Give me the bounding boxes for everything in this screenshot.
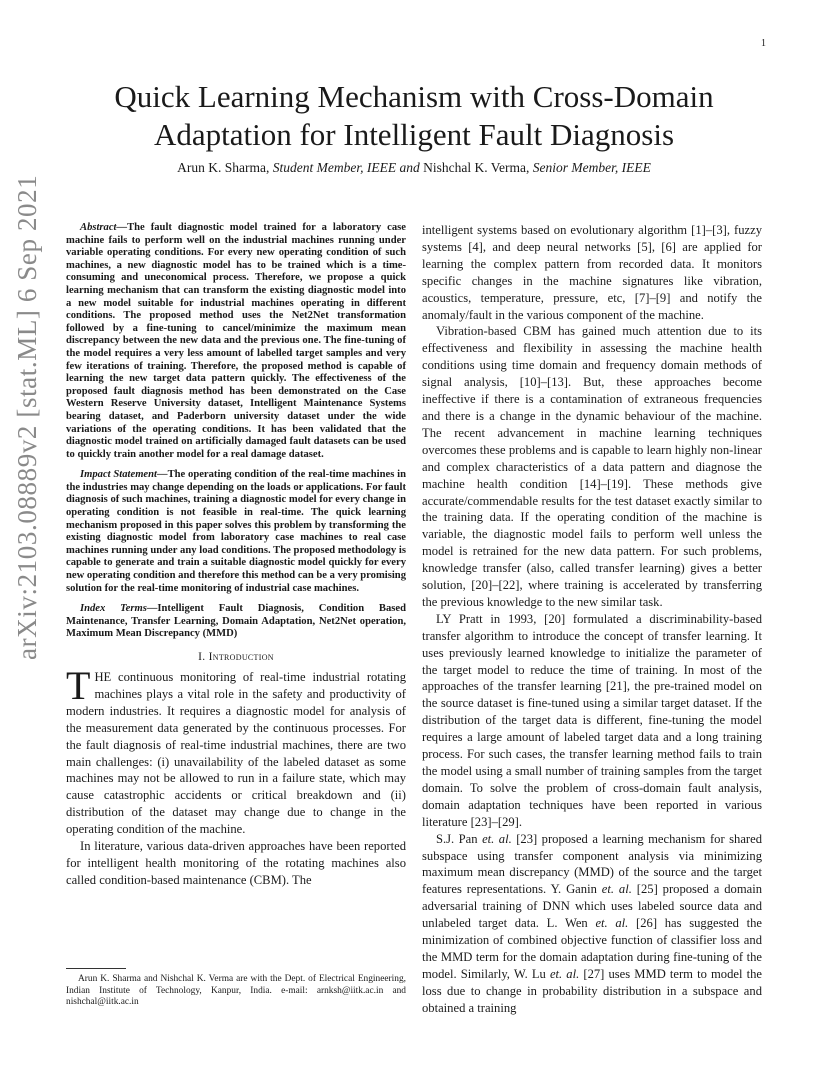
impact-statement (66, 469, 406, 595)
index-terms-label: Index Terms— (80, 603, 158, 615)
right-paragraph-2: Vibration-based CBM has gained much attention due to its effectiveness and flexibility in assessing the machine health conditions using time domain and frequency domain methods of signal analysis, [10]–[13]. But, these approaches become ineffective if there is a contamination of extraneous frequencies and there is a change in the dynamic behaviour of the machine. The recent advancement in machine learning techniques overcomes these problems and is capable to learn highly non-linear and complex characteristics of a data pattern and diagnose the machine health condition [14]–[19]. These methods give accurate/commendable results for the test dataset exactly similar to the training data. If the operating condition of the machine is variable, the diagnostic model fails to perform well unless the model is retrained for the new data pattern. For such problems, knowledge transfer (also, called transfer learning) gives a better solution, [20]–[22], where training is accelerated by transferring the previous knowledge to the new similar task. (422, 324, 762, 609)
abstract-text: The fault diagnostic model trained for a laboratory case machine fails to perform well on the industrial machines running under variable operating conditions. For every new operating condition of such machines, a new diagnostic model has to be trained which is a time-consuming and uneconomical process. Therefore, we propose a quick learning mechanism that can transform the existing diagnostic model into a new model suitable for industrial machines operating in different conditions. The proposed method uses the Net2Net transformation followed by a fine-tuning to cancel/minimize the maximum mean discrepancy between the new data and the previous one. The fine-tuning of the model requires a very less amount of labelled target samples and very few iterations of training. Therefore, the proposed method is capable of learning the new target data pattern quickly. The effectiveness of the proposed fault diagnosis method has been demonstrated on the Case Western Reserve University dataset, Intelligent Maintenance Systems bearing dataset, and Paderborn university dataset under the wide variations of the operating conditions. It has been validated that the diagnostic model trained on artificially damaged fault datasets can be used to quickly train another model for a real damage dataset. (66, 222, 406, 460)
abstract-label: Abstract— (80, 222, 128, 233)
section-title: Introduction (208, 651, 274, 663)
right-column (422, 222, 762, 1017)
intro-p1-text: HE continuous monitoring of real-time industrial rotating machines plays a vital role in the safety and productivity of modern industries. It requires a diagnostic model for analysis of the measurement data generated by the continuous processes. For the fault diagnosis of real-time industrial machines, there are two main challenges: (i) unavailability of the labeled dataset as some machines may not be allowed to run in a failure state, which may cause catastrophic accidents or critical breakdown and (ii) distribution of the dataset may change due to change in the operating condition of the machine. (66, 670, 406, 837)
author-2-role: Senior Member, IEEE (532, 160, 651, 175)
title-line-2: Adaptation for Intelligent Fault Diagnosis (153, 117, 675, 152)
arxiv-stamp: arXiv:2103.08889v2 [stat.ML] 6 Sep 2021 (12, 174, 42, 660)
right-paragraph-4 (422, 831, 762, 1017)
author-line (60, 160, 768, 176)
p4-part-b: [23] proposed a learning mechanism for shared subspace using transfer component analysis via minimizing maximum mean discrepancy (MMD) of the source and the target features representations. Y. Ganin (422, 831, 762, 897)
index-terms (66, 603, 406, 641)
footnote-rule (66, 968, 126, 969)
right-paragraph-1: intelligent systems based on evolutionary algorithm [1]–[3], fuzzy systems [4], and deep neural networks [5], [6] are applied for learning the complex pattern from recorded data. It monitors specific changes in the machine signatures like vibration, acoustics, temperature, pressure, etc, [7]–[9] and notify the anomaly/fault in the various component of the machine. (422, 223, 762, 322)
author-footnote: Arun K. Sharma and Nishchal K. Verma are with the Dept. of Electrical Engineering, Indian Institute of Technology, Kanpur, India. e-mail: arnksh@iitk.ac.in and nishchal@iitk.ac.in (66, 974, 406, 1008)
page-number: 1 (761, 38, 766, 49)
p4-part-c: [25] proposed a domain adversarial training of DNN which uses labeled source data and unlabeled target data. L. Wen (422, 882, 762, 931)
section-heading-introduction (66, 651, 406, 663)
p4-etal-3: et. al. (595, 916, 629, 931)
impact-text: The operating condition of the real-time machines in the industries may change depending on the loads or applications. For fault diagnosis of such machines, training a diagnostic model for every change in operating condition is not feasible in real-time. The quick learning mechanism proposed in this paper solves this problem by transforming the existing diagnostic model from laboratory case machines to real case machines running under any load conditions. The proposed methodology is capable to generate and train a suitable diagnostic model quickly for every new operating condition and therefore this method can be a very promising solution for the real-time monitoring of industrial case machines. (66, 469, 406, 594)
p4-etal-2: et. al. (601, 882, 632, 897)
p4-etal-1: et. al. (482, 831, 512, 846)
index-terms-text: Intelligent Fault Diagnosis, Condition Based Maintenance, Transfer Learning, Domain Adaptation, Net2Net operation, Maximum Mean Discrepancy (MMD) (66, 603, 406, 640)
p4-part-a: S.J. Pan (436, 831, 478, 846)
title-line-1: Quick Learning Mechanism with Cross-Domain (114, 79, 714, 114)
left-column (66, 222, 406, 889)
impact-label: Impact Statement— (80, 469, 168, 481)
abstract (66, 222, 406, 461)
drop-cap: T (66, 663, 91, 708)
author-1-role: Student Member, IEEE and (272, 160, 420, 175)
author-2: Nishchal K. Verma, (423, 160, 530, 175)
intro-paragraph-2: In literature, various data-driven approaches have been reported for intelligent health monitoring of the rotating machines also called condition-based maintenance (CBM). The (66, 839, 406, 887)
right-paragraph-3: LY Pratt in 1993, [20] formulated a discriminability-based transfer algorithm to introduce the concept of transfer learning. It uses previously learned knowledge to initialize the parameter of the target model to reduce the time of training. In most of the approaches of the transfer learning [21], the pre-trained model on the source dataset is fine-tuned using a similar target dataset. If the distribution of the target data is different, fine-tuning the model requires a large amount of labeled target data and a long training process. For such cases, the transfer learning method fails to train the model using a small number of training samples from the target domain. To solve the problem of cross-domain fault analysis, domain adaptation techniques have been reported in various literature [23]–[29]. (422, 611, 762, 829)
author-1: Arun K. Sharma, (177, 160, 270, 175)
intro-paragraph-1 (66, 663, 406, 838)
p4-part-e: [27] uses MMD term to model the loss due to change in probability distribution in a subspace and obtained a training (422, 966, 762, 1015)
section-number: I. (198, 651, 206, 663)
p4-part-d: [26] has suggested the minimization of combined objective function of classifier loss and the MMD term for the domain adaptation during fine-tuning of the model. Similarly, W. Lu (422, 916, 762, 981)
paper-title (60, 78, 768, 154)
p4-etal-4: et. al. (549, 966, 580, 981)
